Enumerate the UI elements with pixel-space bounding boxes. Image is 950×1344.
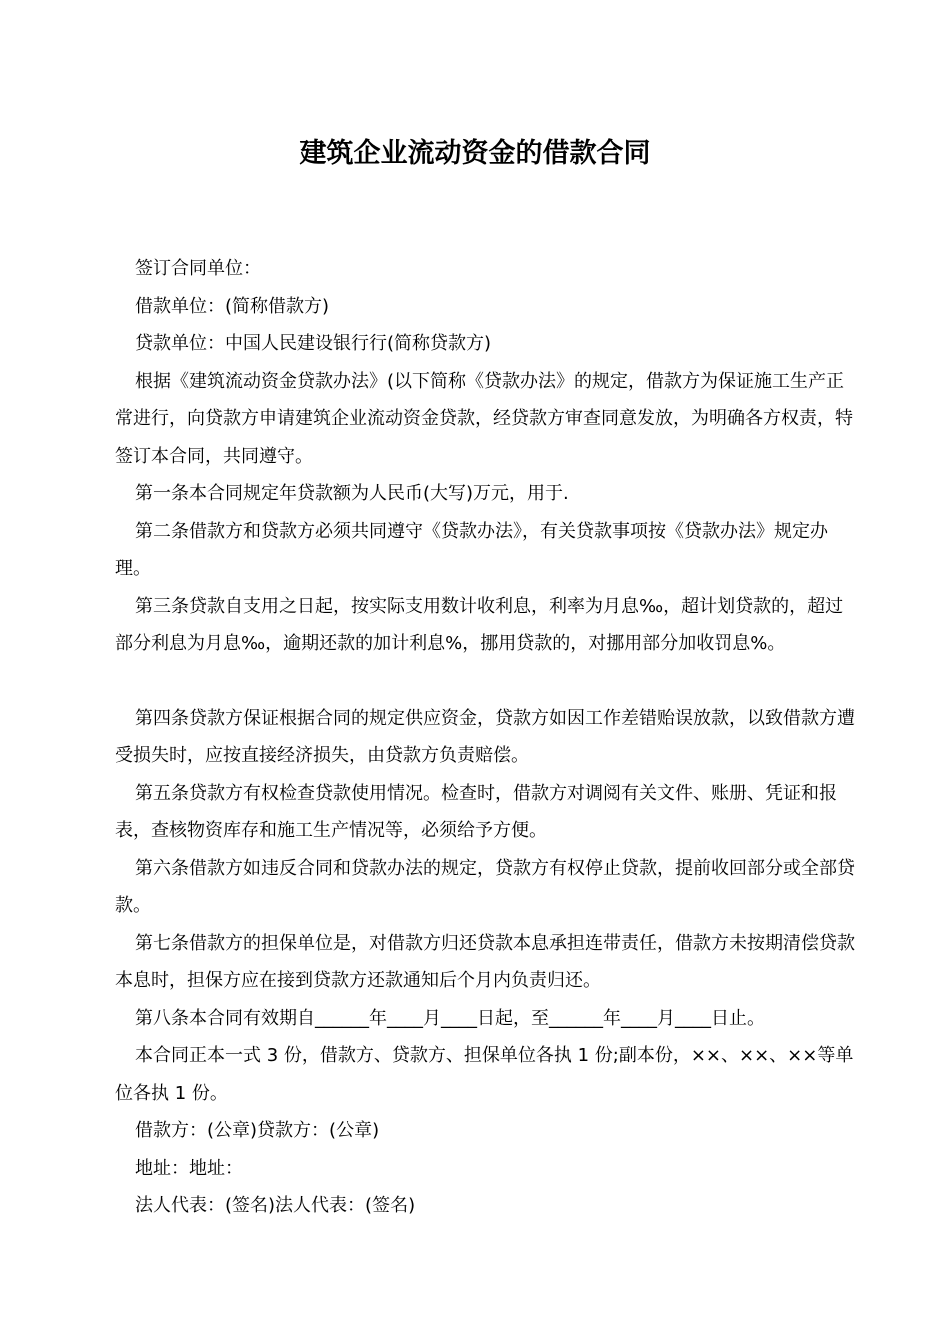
paragraph-article-8: 第八条本合同有效期自______年____月____日起，至______年____月____日止。 (135, 1007, 765, 1029)
paragraph-borrower-unit: 借款单位：(简称借款方) (135, 295, 330, 317)
paragraph-lender-unit: 贷款单位：中国人民建设银行行(简称贷款方) (135, 333, 492, 354)
paragraph-article-2: 第二条借款方和贷款方必须共同遵守《贷款办法》，有关贷款事项按《贷款办法》规定办理。 (115, 520, 828, 579)
paragraph-article-4: 第四条贷款方保证根据合同的规定供应资金，贷款方如因工作差错贻误放款，以致借款方遭受损失时，应按直接经济损失，由贷款方负责赔偿。 (115, 707, 855, 766)
document-body (115, 250, 855, 1225)
paragraph-article-1: 第一条本合同规定年贷款额为人民币(大写)万元，用于. (135, 483, 569, 504)
paragraph-legal-representatives: 法人代表：(签名)法人代表：(签名) (135, 1195, 416, 1216)
paragraph-addresses: 地址：地址： (135, 1157, 243, 1179)
paragraph-article-5: 第五条贷款方有权检查贷款使用情况。检查时，借款方对调阅有关文件、账册、凭证和报表，查核物资库存和施工生产情况等，必须给予方便。 (115, 782, 837, 841)
paragraph-copies: 本合同正本一式 3 份，借款方、贷款方、担保单位各执 1 份;副本份，××、××、××等单位各执 1 份。 (115, 1045, 854, 1104)
paragraph-article-7: 第七条借款方的担保单位是，对借款方归还贷款本息承担连带责任，借款方未按期清偿贷款本息时，担保方应在接到贷款方还款通知后个月内负责归还。 (115, 932, 855, 991)
paragraph-article-3: 第三条贷款自支用之日起，按实际支用数计收利息，利率为月息‰，超计划贷款的，超过部分利息为月息‰，逾期还款的加计利息%，挪用贷款的，对挪用部分加收罚息%。 (115, 595, 844, 654)
paragraph-signing-parties: 签订合同单位： (135, 258, 261, 279)
document-title: 建筑企业流动资金的借款合同 (299, 138, 651, 169)
paragraph-preamble: 根据《建筑流动资金贷款办法》(以下简称《贷款办法》的规定，借款方为保证施工生产正常进行，向贷款方申请建筑企业流动资金贷款，经贷款方审查同意发放，为明确各方权责，特签订本合同，共同遵守。 (115, 370, 853, 467)
paragraph-seals: 借款方：(公章)贷款方：(公章) (135, 1120, 380, 1141)
paragraph-spacer (115, 663, 855, 700)
paragraph-article-6: 第六条借款方如违反合同和贷款办法的规定，贷款方有权停止贷款，提前收回部分或全部贷款。 (115, 857, 855, 916)
